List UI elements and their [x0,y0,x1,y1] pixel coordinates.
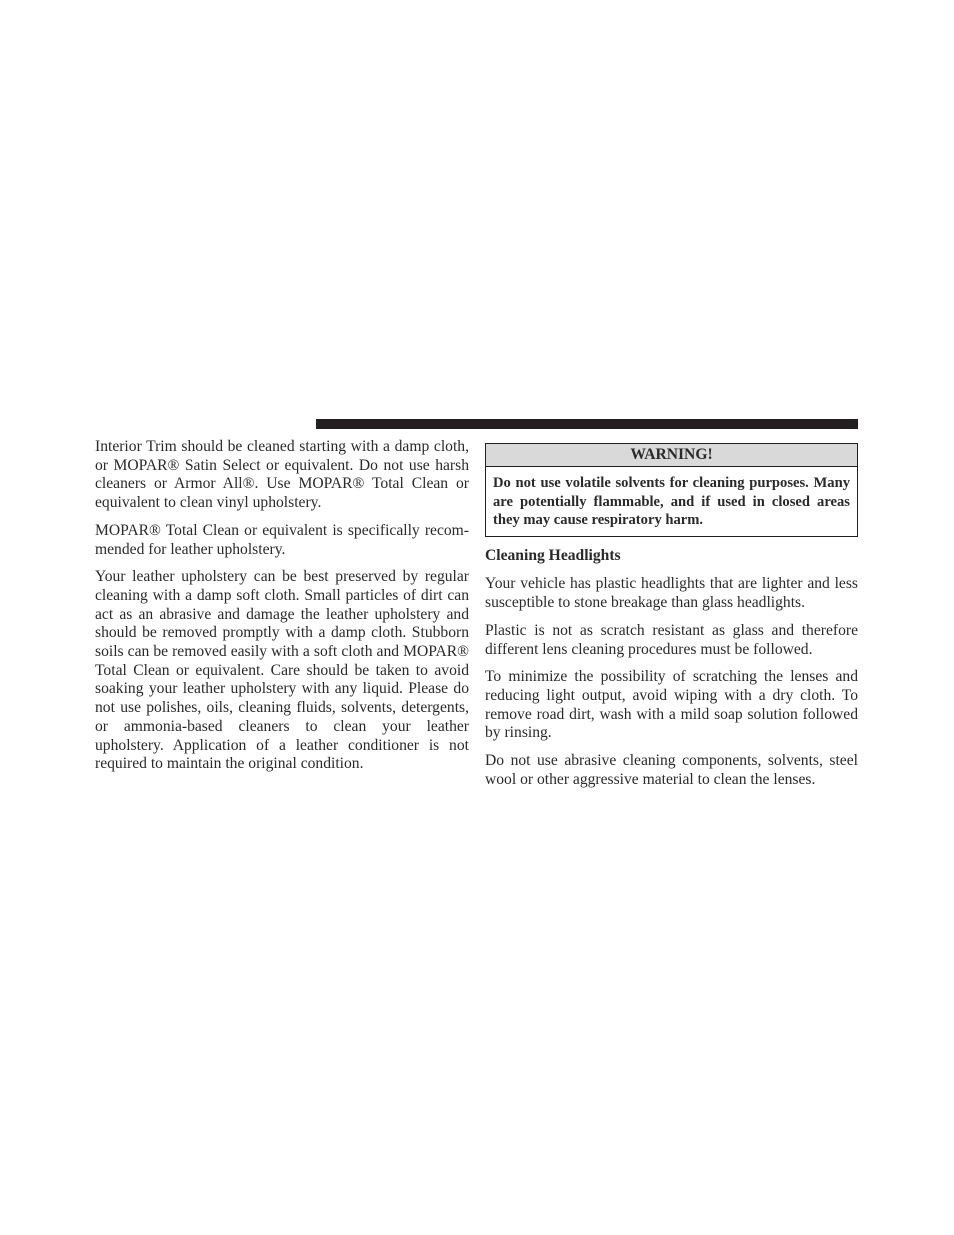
warning-title: WARNING! [486,444,857,467]
section-header-bar [316,419,858,429]
cleaning-headlights-heading: Cleaning Headlights [485,546,621,564]
warning-box [485,443,858,537]
headlights-paragraph-2: Plastic is not as scratch resistant as glass and therefore different lens cleaning procedures must be followed. [485,621,858,658]
headlights-paragraph-4: Do not use abrasive cleaning components, solvents, steel wool or other aggressive material to clean the lenses. [485,752,858,788]
leather-cleaner-paragraph: MOPAR® Total Clean or equivalent is specifically recommended for leather upholstery. [95,521,469,558]
left-column [95,438,469,783]
interior-trim-paragraph: Interior Trim should be cleaned starting with a damp cloth, or MOPAR® Satin Select or equivalent. Do not use harsh cleaners or Armor All®. Use MOPAR® Total Clean or equivalent to clean vinyl upholstery. [95,438,469,512]
leather-care-paragraph: Your leather upholstery can be best preserved by regular cleaning with a damp soft cloth. Small particles of dirt can act as an abrasive and damage the leather upholstery and should be removed promptly with a damp cloth. Stubborn soils can be removed easily with a soft cloth and MOPAR® Total Clean or equivalent. Care should be taken to avoid soaking your leather upholstery with any liquid. Please do not use polishes, oils, cleaning fluids, solvents, detergents, or ammonia-based cleaners to clean your leather upholstery. Application of a leather conditioner is not required to maintain the original condition. [95,568,469,773]
warning-body: Do not use volatile solvents for cleaning purposes. Many are potentially flammable, and if used in closed areas they may cause respiratory harm. [493,475,850,529]
headlights-paragraph-1: Your vehicle has plastic headlights that are lighter and less susceptible to stone breakage than glass headlights. [485,575,858,612]
headlights-paragraph-3: To minimize the possibility of scratching the lenses and reducing light output, avoid wiping with a dry cloth. To remove road dirt, wash with a mild soap solution followed by rinsing. [485,668,858,742]
right-column [485,438,858,799]
